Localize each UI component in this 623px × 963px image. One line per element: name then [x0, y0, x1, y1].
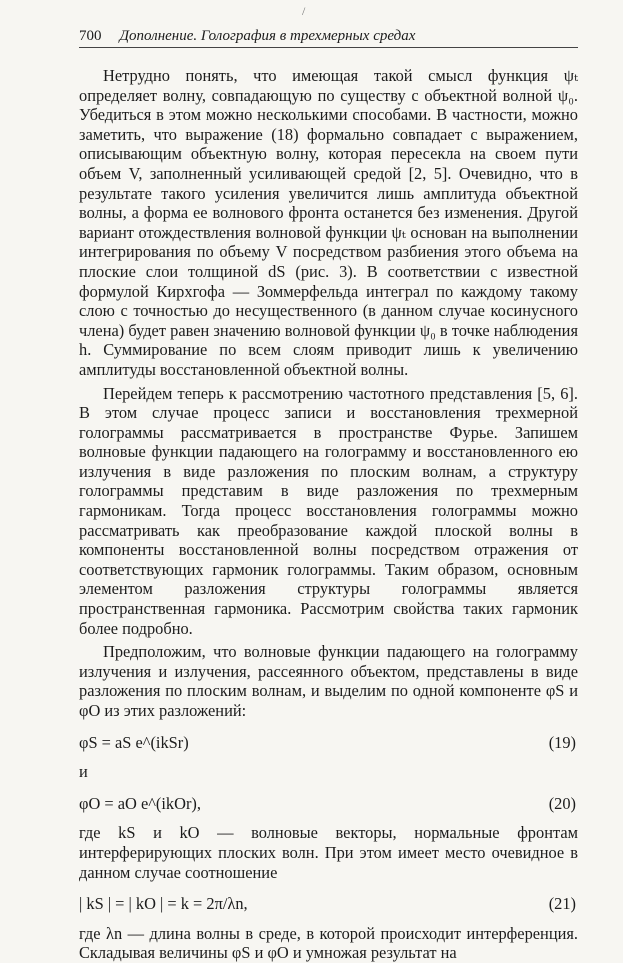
equation-19-expression: φS = aS e^(ikSr): [79, 732, 189, 752]
equation-20: [79, 794, 578, 814]
running-header: [79, 28, 578, 48]
paragraph-1: Нетрудно понять, что имеющая такой смысл функция ψₜ определяет волну, совпадающую по существу с объектной волной ψ₀. Убедиться в этом можно несколькими способами. В частности, можно заметить, что выражение (18) формально совпадает с выражением, описывающим объектную волну, которая пересекла на своем пути объем V, заполненный усиливающей средой [2, 5]. Очевидно, что в результате такого усиления увеличится лишь амплитуда объектной волны, а форма ее волнового фронта останется без изменения. Другой вариант отождествления волновой функции ψₜ основан на выполнении интегрирования по объему V посредством разбиения этого объема на плоские слои толщиной dS (рис. 3). В соответствии с известной формулой Кирхгофа — Зоммерфельда интеграл по каждому такому слою с точностью до несущественного (в данном случае косинусного члена) будет равен значению волновой функции ψ₀ в точке наблюдения h. Суммирование по всем слоям приводит лишь к увеличению амплитуды восстановленной объектной волны.: [79, 66, 578, 379]
equation-19: [79, 733, 578, 753]
equation-19-number: (19): [548, 732, 576, 752]
paragraph-3: Предположим, что волновые функции падающего на голограмму излучения и излучения, рассеянного объектом, представлены в виде разложения по плоским волнам, и выделим по одной компоненте φS и φO из этих разложений:: [79, 642, 578, 720]
paragraph-after-21: где λn — длина волны в среде, в которой происходит интерференция. Складывая величины φS и φO и умножая результат на: [79, 923, 578, 963]
running-title: Дополнение. Голография в трехмерных средах: [119, 28, 416, 44]
equation-21-number: (21): [548, 894, 576, 914]
paragraph-after-20: где kS и kO — волновые векторы, нормальные фронтам интерферирующих плоских волн. При этом имеет место очевидное в данном случае соотношение: [79, 823, 578, 882]
equation-21-expression: | kS | = | kO | = k = 2π/λn,: [79, 894, 248, 914]
equation-20-number: (20): [548, 793, 576, 813]
paragraph-2: Перейдем теперь к рассмотрению частотного представления [5, 6]. В этом случае процесс записи и восстановления трехмерной голограммы рассматривается в пространстве Фурье. Запишем волновые функции падающего на голограмму и восстановленного ею излучения в виде разложения по плоским волнам, а структуру голограммы представим в виде разложения по трехмерным гармоникам. Тогда процесс восстановления голограммы можно рассматривать как преобразование каждой плоской волны в компоненты восстановленной волны посредством отражения от соответствующих гармоник голограммы. Таким образом, основным элементом разложения структуры голограммы является пространственная гармоника. Рассмотрим свойства таких гармоник более подробно.: [79, 383, 578, 638]
stray-mark: /: [302, 4, 306, 18]
conjunction: и: [79, 762, 88, 782]
equation-20-expression: φO = aO e^(ikOr),: [79, 793, 201, 813]
page-number: 700: [79, 28, 102, 44]
text-body: [79, 66, 578, 963]
equation-21: [79, 894, 578, 914]
